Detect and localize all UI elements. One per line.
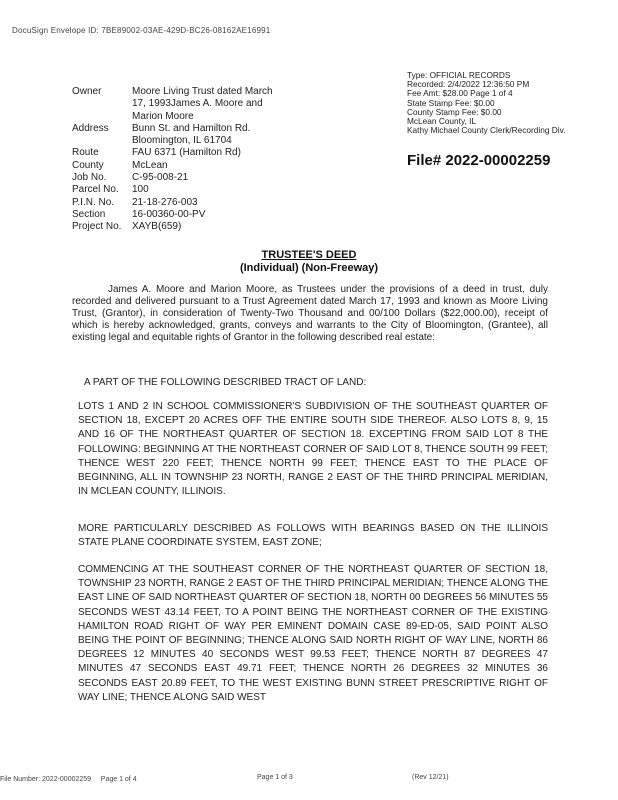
legal-description-3: COMMENCING AT THE SOUTHEAST CORNER OF THE NORTHEAST QUARTER OF SECTION 18, TOWNSHIP 23 NORTH, RANGE 2 EAST OF THE THIRD PRINCIPAL MERIDIAN; THENCE ALONG THE EAST LINE OF SAID NORTHEAST QUARTER OF SECTION 18, NORTH 00 DEGREES 56 MINUTES 55 SECONDS WEST 43.14 FEET, TO A POINT BEING THE NORTHEAST CORNER OF THE EXISTING HAMILTON ROAD RIGHT OF WAY PER EMINENT DOMAIN CASE 89-ED-05, SAID POINT ALSO BEING THE POINT OF BEGINNING; THENCE ALONG SAID NORTH RIGHT OF WAY LINE, NORTH 86 DEGREES 12 MINUTES 40 SECONDS WEST 99.53 FEET; THENCE NORTH 87 DEGREES 47 MINUTES 47 SECONDS EAST 49.71 FEET; THENCE NORTH 26 DEGREES 32 MINUTES 36 SECONDS EAST 20.89 FEET, TO THE WEST EXISTING BUNN STREET PRESCRIPTIVE RIGHT OF WAY LINE; THENCE ALONG SAID WEST	[78, 564, 551, 703]
row-county	[72, 160, 282, 172]
row-project	[72, 221, 282, 233]
row-route	[72, 147, 282, 159]
footer-rev: (Rev 12/21)	[412, 774, 449, 781]
row-parcel	[72, 184, 282, 196]
label-project: Project No.	[72, 221, 122, 233]
value-section: 16-00360-00-PV	[132, 208, 206, 220]
document-title: TRUSTEE'S DEED	[261, 249, 357, 261]
label-address: Address	[72, 122, 109, 134]
document-subtitle: (Individual) (Non-Freeway)	[239, 262, 379, 274]
recorder-fee: Fee Amt: $28.00 Page 1 of 4	[407, 88, 513, 99]
recorder-county-stamp: County Stamp Fee: $0.00	[407, 106, 502, 117]
value-owner: Moore Living Trust dated March 17, 1993James A. Moore and Marion Moore	[132, 86, 276, 122]
label-route: Route	[72, 147, 99, 159]
value-pin: 21-18-276-003	[132, 196, 198, 208]
row-pin	[72, 197, 282, 209]
recorder-clerk: Kathy Michael County Clerk/Recording Div.	[407, 125, 566, 136]
envelope-id: DocuSign Envelope ID: 7BE89002-03AE-429D-BC26-08162AE16991	[12, 26, 271, 35]
value-address: Bunn St. and Hamilton Rd. Bloomington, IL 61704	[132, 122, 254, 147]
value-county: McLean	[132, 159, 168, 171]
row-section	[72, 209, 282, 221]
property-info-table	[72, 86, 282, 234]
row-owner	[72, 86, 282, 123]
footer-page: Page 1 of 3	[257, 774, 293, 781]
recorder-state-stamp: State Stamp Fee: $0.00	[407, 97, 495, 108]
legal-description-2: MORE PARTICULARLY DESCRIBED AS FOLLOWS WITH BEARINGS BASED ON THE ILLINOIS STATE PLANE COORDINATE SYSTEM, EAST ZONE;	[78, 523, 551, 549]
recorder-type: Type: OFFICIAL RECORDS	[407, 70, 511, 80]
value-parcel: 100	[132, 184, 149, 196]
file-number: File# 2022-00002259	[407, 152, 551, 169]
value-project: XAYB(659)	[132, 221, 182, 233]
row-address	[72, 123, 282, 148]
label-section: Section	[72, 208, 106, 220]
footer-file-line: File Number: 2022-00002259 Page 1 of 4	[0, 776, 137, 783]
label-parcel: Parcel No.	[72, 184, 119, 196]
recorder-stamp	[407, 71, 565, 135]
label-job: Job No.	[72, 172, 107, 184]
label-county: County	[72, 159, 104, 171]
recorder-county: McLean County, IL	[407, 116, 477, 127]
recorder-recorded: Recorded: 2/4/2022 12:36:50 PM	[407, 79, 530, 90]
label-owner: Owner	[72, 86, 102, 97]
value-route: FAU 6371 (Hamilton Rd)	[132, 147, 241, 159]
value-job: C-95-008-21	[132, 172, 189, 184]
intro-paragraph: James A. Moore and Marion Moore, as Trustees under the provisions of a deed in trust, duly recorded and delivered pursuant to a Trust Agreement dated March 17, 1993 and known as Moore Living Trust, (Grantor), in consideration of Twenty-Two Thousand and 00/100 Dollars ($22,000.00), receipt of which is hereby acknowledged, grants, conveys and warrants to the City of Bloomington, (Grantee), all existing legal and equitable rights of Grantor in the following described real estate:	[72, 284, 551, 344]
legal-description-1: LOTS 1 AND 2 IN SCHOOL COMMISSIONER'S SUBDIVISION OF THE SOUTHEAST QUARTER OF SECTION 18, EXCEPT 20 ACRES OFF THE ENTIRE SOUTH SIDE THEREOF. ALSO LOTS 8, 9, 15 AND 16 OF THE NORTHEAST QUARTER OF SECTION 18. EXCEPTING FROM SAID LOT 8 THE FOLLOWING: BEGINNING AT THE NORTHEAST CORNER OF SAID LOT 8, THENCE SOUTH 99 FEET; THENCE WEST 220 FEET; THENCE NORTH 99 FEET; THENCE EAST TO THE PLACE OF BEGINNING, ALL IN TOWNSHIP 23 NORTH, RANGE 2 EAST OF THE THIRD PRINCIPAL MERIDIAN, IN MCLEAN COUNTY, ILLINOIS.	[78, 401, 551, 498]
tract-heading: A PART OF THE FOLLOWING DESCRIBED TRACT OF LAND:	[84, 377, 367, 388]
label-pin: P.I.N. No.	[72, 196, 115, 208]
row-job	[72, 172, 282, 184]
